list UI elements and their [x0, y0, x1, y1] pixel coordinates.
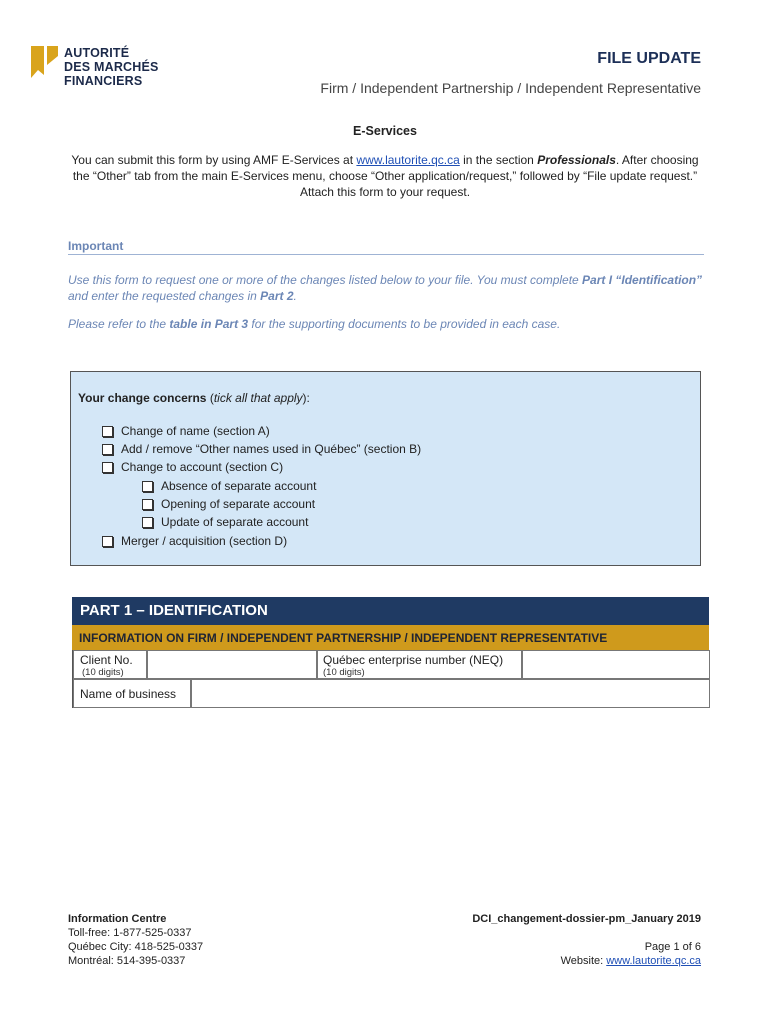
eservices-heading: E-Services — [353, 124, 417, 138]
checkbox-label: Merger / acquisition (section D) — [121, 534, 288, 548]
client-no-label-cell — [73, 650, 147, 679]
checkbox-change-of-name[interactable] — [102, 424, 270, 438]
checkbox-label: Absence of separate account — [161, 479, 317, 493]
eservices-text-mid: in the section — [459, 153, 538, 167]
page-title: FILE UPDATE — [597, 50, 701, 67]
part1-title: PART 1 – IDENTIFICATION — [80, 602, 268, 619]
footer-meta — [472, 912, 701, 968]
important-paragraph-2 — [68, 316, 704, 332]
eservices-bold-word: Professionals — [537, 153, 616, 167]
business-name-input[interactable] — [191, 679, 710, 708]
logo-line-2: DES MARCHÉS — [64, 60, 159, 74]
important-p1-c: and enter the requested changes in — [68, 289, 261, 303]
important-divider — [68, 254, 704, 255]
page-subtitle: Firm / Independent Partnership / Independent Representative — [320, 80, 701, 96]
change-heading-rest-b: ): — [302, 391, 310, 405]
change-concerns-heading — [78, 391, 310, 405]
checkbox-label: Update of separate account — [161, 515, 309, 529]
important-p2-b: table in Part 3 — [169, 317, 249, 331]
footer-website-label: Website: — [560, 955, 607, 967]
important-p1-b: Part I “Identification” — [582, 273, 703, 287]
important-paragraph-1 — [68, 272, 704, 304]
checkbox-label: Change to account (section C) — [121, 460, 284, 474]
client-no-input[interactable] — [147, 650, 317, 679]
checkbox-label: Change of name (section A) — [121, 424, 270, 438]
neq-sub: (10 digits) — [323, 667, 365, 678]
footer-info-heading: Information Centre — [68, 913, 167, 925]
eservices-text-before: You can submit this form by using AMF E-Services at — [71, 153, 357, 167]
checkbox-absence-separate-account[interactable] — [142, 479, 316, 493]
neq-label-cell — [317, 650, 522, 679]
client-no-label: Client No. — [80, 653, 133, 667]
footer-website — [472, 954, 701, 968]
checkbox-icon[interactable] — [102, 462, 113, 473]
important-heading: Important — [68, 239, 124, 253]
checkbox-other-names[interactable] — [102, 442, 421, 456]
checkbox-icon[interactable] — [102, 426, 113, 437]
checkbox-label: Add / remove “Other names used in Québec” (section B) — [121, 442, 422, 456]
logo-line-1: AUTORITÉ — [64, 46, 130, 60]
eservices-paragraph — [70, 152, 700, 200]
important-p1-d: Part 2 — [260, 289, 294, 303]
footer-toll-free: Toll-free: 1-877-525-0337 — [68, 927, 192, 939]
footer-doc-id: DCI_changement-dossier-pm_January 2019 — [472, 913, 701, 925]
checkbox-merger-acquisition[interactable] — [102, 534, 287, 548]
important-p1-a: Use this form to request one or more of the changes listed below to your file. You must complete — [68, 273, 583, 287]
logo-line-3: FINANCIERS — [64, 74, 143, 88]
footer-contact — [68, 912, 203, 968]
logo-wordmark — [64, 46, 159, 88]
checkbox-opening-separate-account[interactable] — [142, 497, 315, 511]
neq-input[interactable] — [522, 650, 710, 679]
checkbox-icon[interactable] — [102, 444, 113, 455]
footer-montreal: Montréal: 514-395-0337 — [68, 955, 186, 967]
important-p2-c: for the supporting documents to be provided in each case. — [248, 317, 561, 331]
change-heading-bold: Your change concerns — [78, 391, 207, 405]
client-no-sub: (10 digits) — [82, 667, 124, 678]
business-name-label: Name of business — [80, 687, 177, 701]
business-name-label-cell — [73, 679, 191, 708]
eservices-link[interactable]: www.lautorite.qc.ca — [356, 153, 460, 167]
eservices-text-after: . After choosing the “Other” tab from the main E-Services menu, choose “Other application/request,” followed by “File update request.” Attach this form to your request. — [72, 153, 699, 199]
neq-label: Québec enterprise number (NEQ) — [323, 653, 504, 667]
checkbox-update-separate-account[interactable] — [142, 515, 308, 529]
info-title: INFORMATION ON FIRM / INDEPENDENT PARTNERSHIP / INDEPENDENT REPRESENTATIVE — [79, 631, 608, 645]
checkbox-icon[interactable] — [142, 499, 153, 510]
checkbox-icon[interactable] — [142, 481, 153, 492]
checkbox-change-to-account[interactable] — [102, 460, 283, 474]
checkbox-icon[interactable] — [102, 536, 113, 547]
footer-page-number: Page 1 of 6 — [644, 941, 701, 953]
identification-table — [72, 650, 709, 708]
important-p1-e: . — [293, 289, 297, 303]
amf-logo-icon — [30, 44, 62, 80]
footer-website-link[interactable]: www.lautorite.qc.ca — [606, 955, 701, 967]
change-heading-italic: tick all that apply — [213, 391, 303, 405]
checkbox-icon[interactable] — [142, 517, 153, 528]
important-p2-a: Please refer to the — [68, 317, 170, 331]
change-heading-rest-a: ( — [206, 391, 214, 405]
footer-quebec: Québec City: 418-525-0337 — [68, 941, 204, 953]
checkbox-label: Opening of separate account — [161, 497, 316, 511]
